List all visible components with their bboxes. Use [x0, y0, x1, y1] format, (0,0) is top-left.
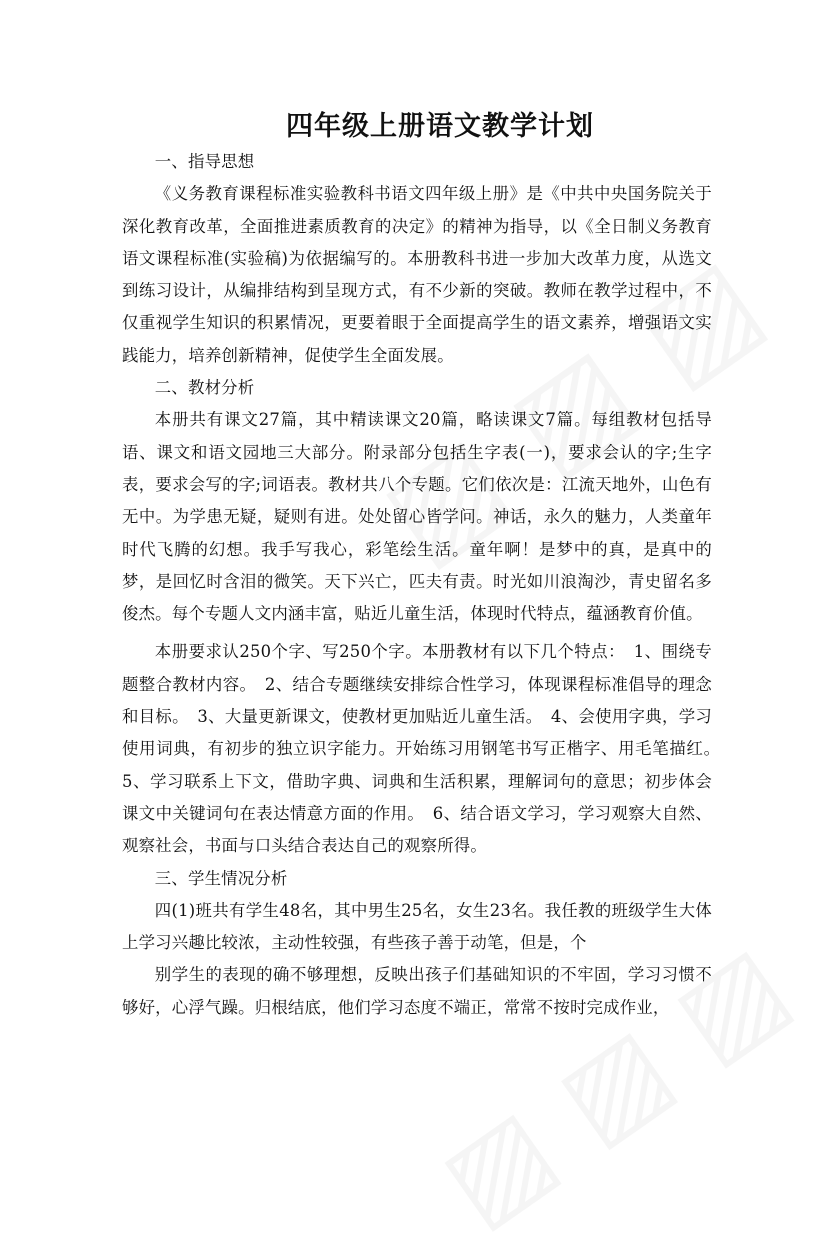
document-body	[122, 146, 729, 1024]
paragraph: 《义务教育课程标准实验教科书语文四年级上册》是《中共中央国务院关于深化教育改革，全面推进素质教育的决定》的精神为指导，以《全日制义务教育语文课程标准(实验稿)为依据编写的。本册教科书进一步加大改革力度，从选文到练习设计，从编排结构到呈现方式，有不少新的突破。教师在教学过程中，不仅重视学生知识的积累情况，更要着眼于全面提高学生的语文素养，增强语文实践能力，培养创新精神，促使学生全面发展。	[122, 184, 712, 365]
paragraph: 本册共有课文27篇，其中精读课文20篇，略读课文7篇。每组教材包括导语、课文和语文园地三大部分。附录部分包括生字表(一)，要求会认的字;生字表，要求会写的字;词语表。教材共八个专题。它们依次是：江流天地外，山色有无中。为学患无疑，疑则有进。处处留心皆学问。神话，永久的魅力，人类童年时代飞腾的幻想。我手写我心，彩笔绘生活。童年啊！是梦中的真，是真中的梦，是回忆时含泪的微笑。天下兴亡，匹夫有责。时光如川浪淘沙，青史留名多俊杰。每个专题人文内涵丰富，贴近儿童生活，体现时代特点，蕴涵教育价值。	[122, 410, 712, 624]
page-title: 四年级上册语文教学计划	[286, 111, 594, 142]
paragraph: 别学生的表现的确不够理想，反映出孩子们基础知识的不牢固，学习习惯不够好，心浮气躁。归根结底，他们学习态度不端正，常常不按时完成作业，	[122, 965, 712, 1017]
section-heading-guiding-ideology: 一、指导思想	[154, 152, 255, 171]
section-heading-student-analysis: 三、学生情况分析	[154, 868, 288, 888]
section-heading-textbook-analysis: 二、教材分析	[154, 378, 255, 398]
paragraph: 四(1)班共有学生48名，其中男生25名，女生23名。我任教的班级学生大体上学习兴趣比较浓，主动性较强，有些孩子善于动笔，但是，个	[122, 900, 712, 953]
paragraph: 本册要求认250个字、写250个字。本册教材有以下几个特点： 1、围绕专题整合教材内容。 2、结合专题继续安排综合性学习，体现课程标准倡导的理念和目标。 3、大量更新课文，使教材更加贴近儿童生活。 4、会使用字典，学习使用词典，有初步的独立识字能力。开始练习用钢笔书写正楷字、用毛笔描红。 5、学习联系上下文，借助字典、词典和生活积累，理解词句的意思；初步体会课文中关键词句在表达情意方面的作用。 6、结合语文学习，学习观察大自然、观察社会，书面与口头结合表达自己的观察所得。	[122, 642, 729, 856]
